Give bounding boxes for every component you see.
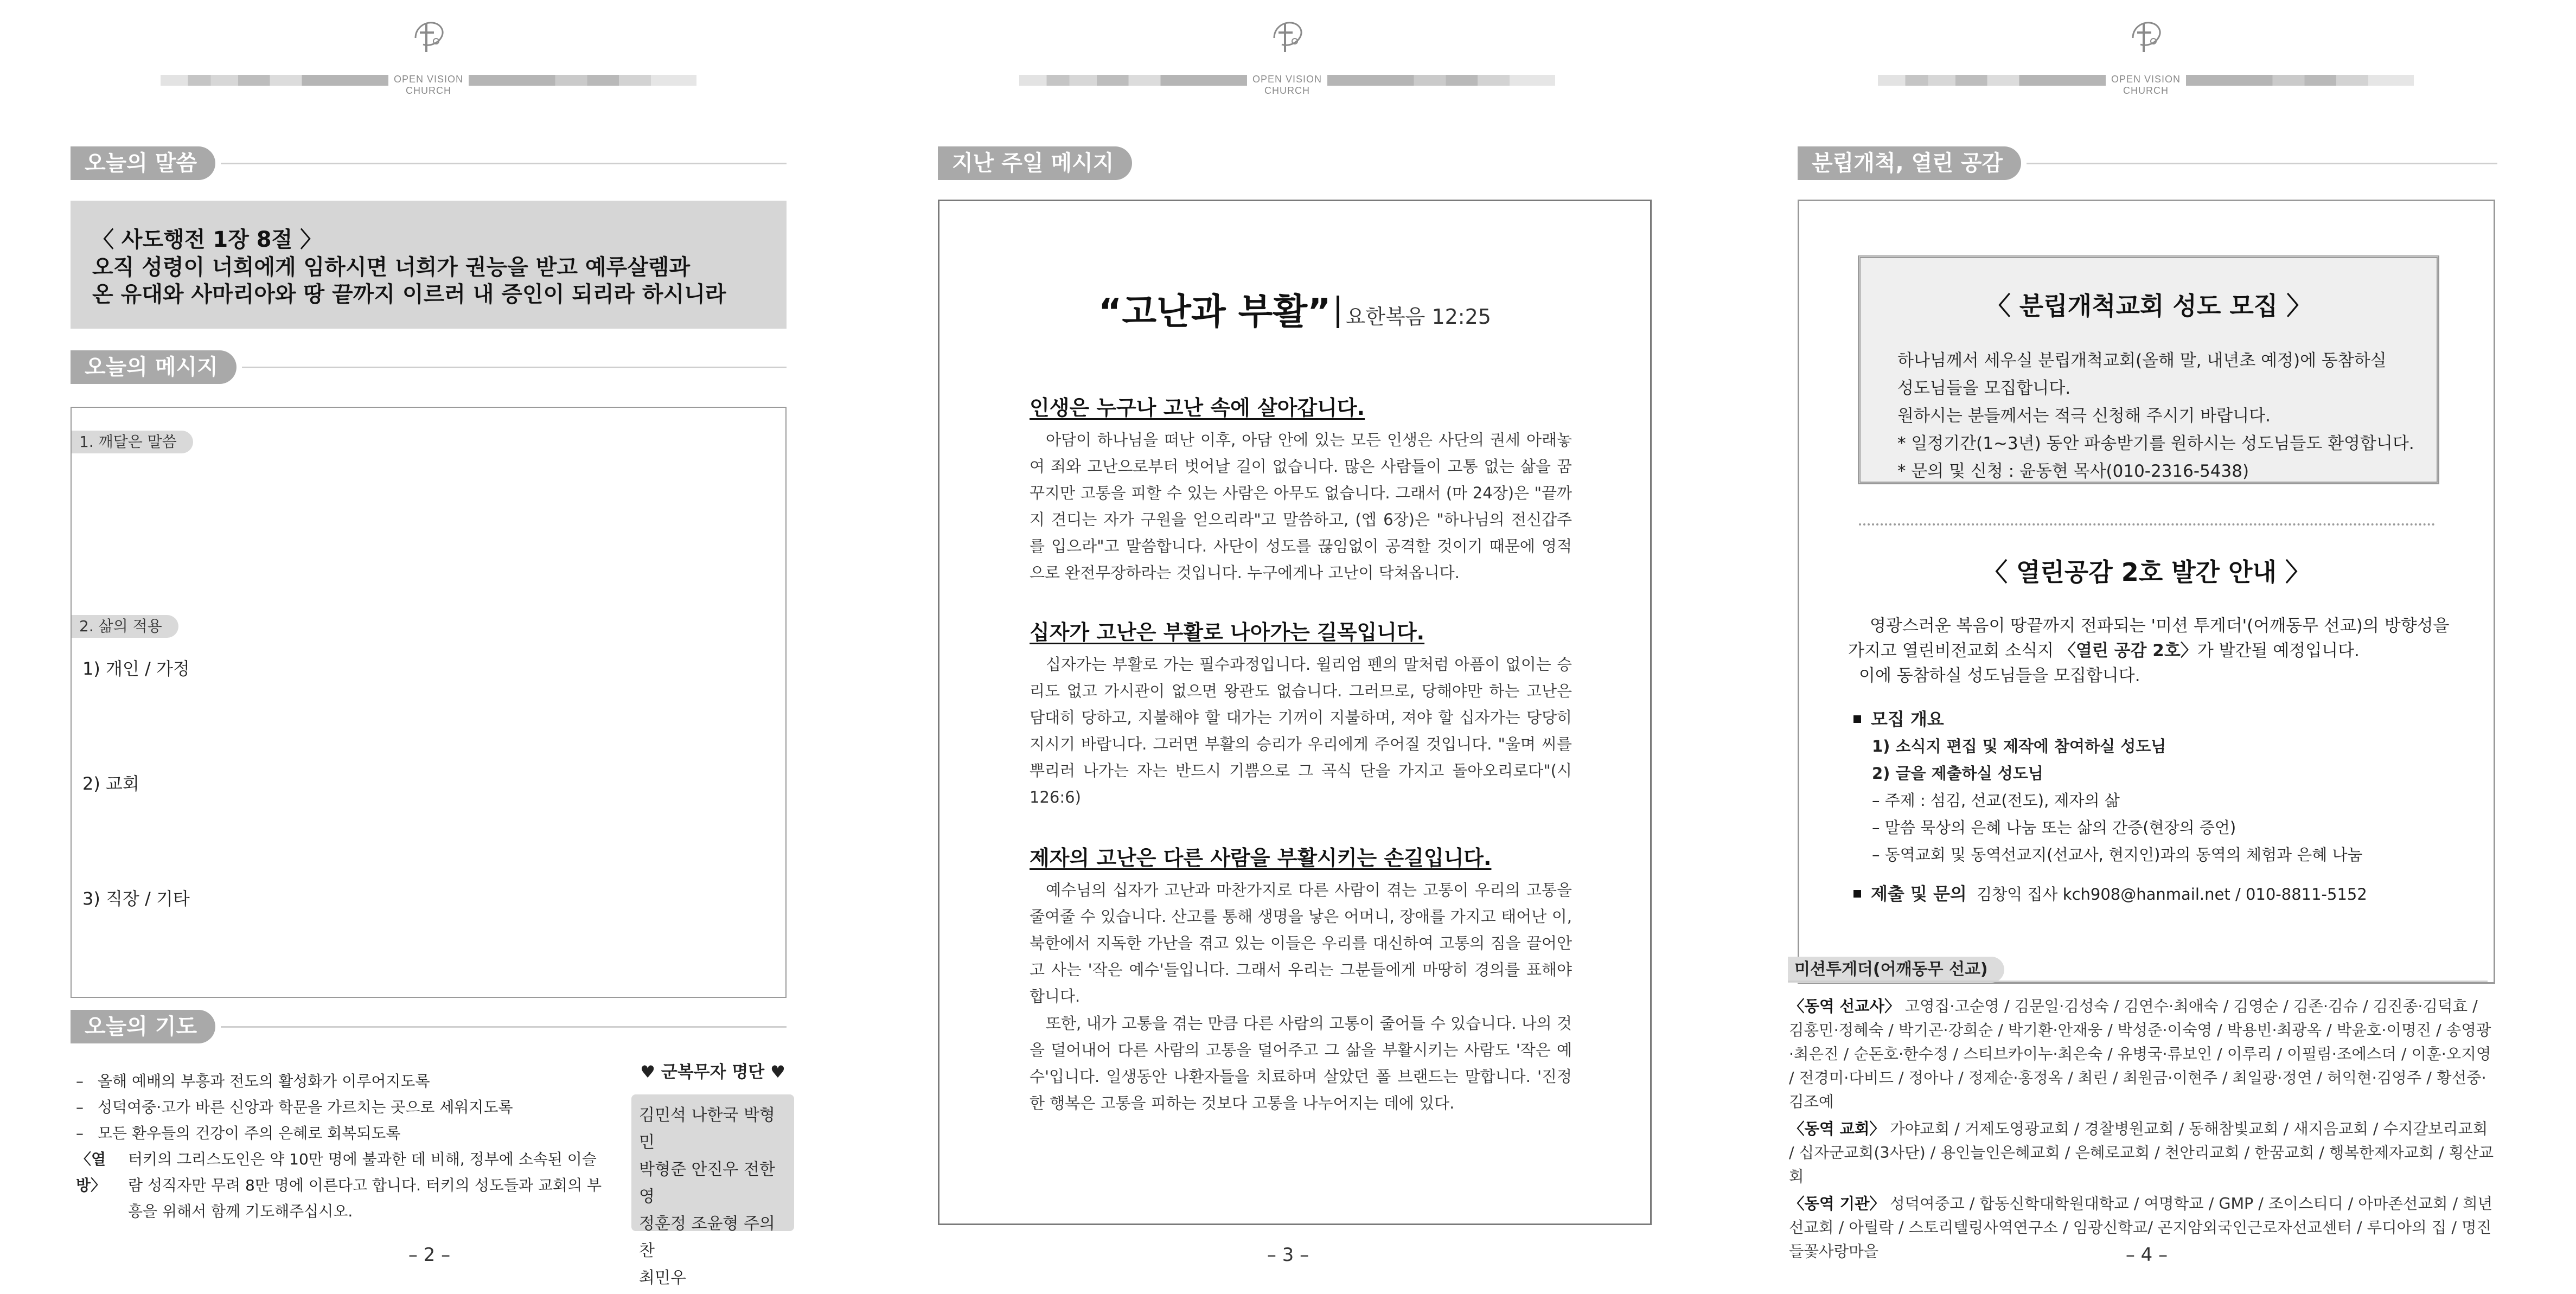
mission-rule <box>1788 981 2488 982</box>
prayer-section-heading <box>71 1010 787 1043</box>
newsletter-line <box>1848 638 2450 663</box>
sermon-point-heading: 제자의 고난은 다른 사람을 부활시키는 손길입니다. <box>1030 846 1492 870</box>
page-number: – 3 – <box>1267 1244 1309 1266</box>
newsletter-line: 이에 동참하실 성도님들을 모집합니다. <box>1859 666 2140 686</box>
outline-subitem: – 동역교회 및 동역선교지(선교사, 현지인)과의 동역의 체험과 은혜 나눔 <box>1872 845 2363 864</box>
last-sermon-heading <box>938 146 1648 180</box>
header-bar-left <box>1878 75 2106 86</box>
bullet: – <box>76 1072 84 1090</box>
contact-line <box>1853 880 2461 908</box>
verse-line: 오직 성령이 너희에게 임하시면 너희가 권능을 받고 예루살렘과 <box>92 255 691 280</box>
partner-list: 성덕여중고 / 합동신학대학원대학교 / 여명학교 / GMP / 조이스티디 / 아마존선교회 / 희년선교회 / 아릴락 / 스토리텔링사역연구소 / 임광신학교/ 곤지암외국인근로자선교센터 / 루디아의 집 / 명진들꽃사랑마을 <box>1789 1195 2493 1260</box>
verse-line: 온 유대와 사마리아와 땅 끝까지 이르러 내 증인이 되리라 하시니라 <box>92 282 726 307</box>
bullet: – <box>76 1098 84 1116</box>
sermon-reference: 요한복음 12:25 <box>1345 305 1491 329</box>
recruit-box <box>1858 255 2439 484</box>
open-empathy-heading <box>1798 146 2497 180</box>
military-names-box <box>631 1094 794 1287</box>
header-bar-left <box>161 75 388 86</box>
page-header <box>161 16 696 96</box>
recruit-body <box>1897 347 2418 485</box>
page-header <box>1878 16 2414 96</box>
dotted-divider <box>1859 523 2435 526</box>
partner-label: 〈동역 선교사〉 <box>1789 997 1900 1015</box>
recruit-title: 〈 분립개척교회 성도 모집 〉 <box>1985 291 2312 321</box>
partner-group <box>1789 995 2494 1114</box>
text-segment: 가지고 열린비전교회 소식지 <box>1848 641 2059 661</box>
nations-prayer: 터키의 그리스도인은 약 10만 명에 불과한 데 비해, 정부에 소속된 이슬람 성직자만 무려 8만 명에 이른다고 합니다. 터키의 성도들과 교회의 부흥을 위해서 함께 기도해주십시오. <box>128 1150 602 1220</box>
church-name: OPEN VISION CHURCH <box>1252 74 1322 96</box>
sermon-notes-box <box>71 407 787 998</box>
contact-label: 제출 및 문의 <box>1871 883 1967 904</box>
section-title: 지난 주일 메시지 <box>938 146 1132 180</box>
recruit-line: 하나님께서 세우실 분립개척교회(올해 말, 내년초 예정)에 동참하실 <box>1897 351 2387 370</box>
sermon-paragraph: 아담이 하나님을 떠난 이후, 아담 안에 있는 모든 인생은 사단의 권세 아래놓여 죄와 고난으로부터 벗어날 길이 없습니다. 많은 사람들이 고통 없는 삶을 꿈꾸지만 고통을 피할 수 있는 사람은 아무도 없습니다. 그래서 (마 24장)은 "끝까지 견디는 자가 구원을 얻으리라"고 말씀하고, (엡 6장)은 "하나님의 전신갑주를 입으라"고 말씀합니다. 사단이 성도를 끊임없이 공격할 것이기 때문에 영적으로 완전무장하라는 것입니다. 누구에게나 고난이 닥쳐옵니다. <box>1030 431 1572 582</box>
contact-text: 김창익 집사 kch908@hanmail.net / 010-8811-5152 <box>1977 885 2367 904</box>
page-3 <box>859 0 1717 1294</box>
heading-rule <box>242 367 787 368</box>
sermon-paragraph: 예수님의 십자가 고난과 마찬가지로 다른 사람이 겪는 고통이 우리의 고통을 줄여줄 수 있습니다. 산고를 통해 생명을 낳은 어머니, 장애를 가지고 태어난 이, 북한에서 지독한 가난을 겪고 있는 이들은 우리를 대신하여 고통의 짐을 끌어안고 사는 '작은 예수'들입니다. 그래서 우리는 그분들에게 마땅히 경의를 표해야 합니다. <box>1030 881 1572 1005</box>
sermon-point-heading: 인생은 누구나 고난 속에 살아갑니다. <box>1030 396 1365 420</box>
names-line: 김민석 나한국 박형민 <box>639 1106 775 1152</box>
partner-list: 가야교회 / 거제도영광교회 / 경찰병원교회 / 동해참빛교회 / 새지음교회 / 수지갈보리교회 / 십자군교회(3사단) / 용인늘인은혜교회 / 은혜로교회 / 천안리교회 / 한꿈교회 / 행복한제자교회 / 횡산교회 <box>1789 1120 2494 1186</box>
church-logo-icon <box>408 16 449 57</box>
sermon-paragraph: 또한, 내가 고통을 겪는 만큼 다른 사람의 고통이 줄어들 수 있습니다. 나의 것을 덜어내어 다른 사람의 고통을 덜어주고 그 삶을 부활시키는 사람도 '작은 예수'입니다. 일생동안 나환자들을 치료하며 살았던 폴 브랜드는 말합니다. '진정한 행복은 고통을 피하는 것보다 고통을 나누어지는 데에 있다. <box>1030 1014 1572 1112</box>
recruit-line: 성도님들을 모집합니다. <box>1897 379 2071 398</box>
heading-rule <box>2027 163 2497 164</box>
verse-box <box>71 201 787 329</box>
sermon-point-heading: 십자가 고난은 부활로 나아가는 길목입니다. <box>1030 620 1425 644</box>
outline-heading-text: 모집 개요 <box>1871 709 1944 729</box>
bullet: – <box>76 1124 84 1142</box>
outline-subitem: – 주제 : 섬김, 선교(전도), 제자의 삶 <box>1872 791 2120 810</box>
verse-text <box>92 254 776 308</box>
names-line: 정훈정 조윤형 주의찬 <box>639 1214 775 1260</box>
text-segment: 가 발간될 예정입니다. <box>2197 641 2360 661</box>
partner-label: 〈동역 기관〉 <box>1789 1195 1885 1213</box>
church-logo-icon <box>2125 16 2166 57</box>
page-4 <box>1717 0 2576 1294</box>
newsletter-line: 영광스러운 복음이 땅끝까지 전파되는 '미션 투게더'(어깨동무 선교)의 방향성을 <box>1870 616 2450 636</box>
section-title: 분립개척, 열린 공감 <box>1798 146 2021 180</box>
section-title: 오늘의 기도 <box>71 1010 215 1043</box>
prayer-item: 올해 예배의 부흥과 전도의 활성화가 이루어지도록 <box>98 1072 430 1090</box>
heading-rule <box>1137 163 1648 164</box>
recruit-line: * 문의 및 신청 : 윤동현 목사(010-2316-5438) <box>1897 462 2249 481</box>
prayer-item: 성덕여중·고가 바른 신앙과 학문을 가르치는 곳으로 세워지도록 <box>98 1098 513 1116</box>
header-bar-right <box>469 75 696 86</box>
partner-label: 〈동역 교회〉 <box>1789 1120 1885 1138</box>
names-line: 최민우 <box>639 1269 686 1287</box>
header-bar-right <box>2186 75 2414 86</box>
outline-item: 2) 글을 제출하실 성도님 <box>1872 764 2043 783</box>
header-bar-left <box>1019 75 1247 86</box>
announcement-frame <box>1798 200 2495 984</box>
outline-subitem: – 말씀 묵상의 은혜 나눔 또는 삶의 간증(현장의 증언) <box>1872 818 2236 837</box>
heading-rule <box>221 1026 787 1028</box>
square-bullet-icon <box>1853 715 1861 723</box>
notes-item: 2) 교회 <box>82 773 139 794</box>
recruit-outline <box>1853 706 2461 908</box>
sermon-paragraph: 십자가는 부활로 가는 필수과정입니다. 윌리엄 펜의 말처럼 아픔이 없이는 승리도 없고 가시관이 없으면 왕관도 없습니다. 그러므로, 당해야만 하는 고난은 담대히 당하고, 지불해야 할 대가는 기꺼이 지불하며, 져야 할 십자가는 당당히 지시기 바랍니다. 그러면 부활의 승리가 우리에게 주어질 것입니다. "울며 씨를 뿌리러 나가는 자는 반드시 기쁨으로 그 곡식 단을 가지고 돌아오리로다"(시 126:6) <box>1030 655 1572 806</box>
prayer-list <box>76 1068 608 1225</box>
page-2 <box>0 0 859 1294</box>
partner-list: 고영집·고순영 / 김문일·김성숙 / 김연수·최애숙 / 김영순 / 김존·김슈 / 김진종·김덕효 / 김홍민·정혜숙 / 박기곤·강희순 / 박기환·안재웅 / 박성준·이숙영 / 박용빈·최광옥 / 박윤호·이명진 / 송영광·최은진 / 순돈호·한수정 / 스티브카이누·최은숙 / 유병국·류보인 / 이루리 / 이필림·조에스더 / 이훈·오지영 / 전경미·다비드 / 정아나 / 정제순·홍정옥 / 최린 / 최원금·이현주 / 최일광·정연 / 허익현·김영주 / 황선중·김조예 <box>1789 997 2491 1111</box>
section-title: 오늘의 메시지 <box>71 350 236 384</box>
notes-tag: 2. 삶의 적용 <box>72 615 178 638</box>
header-bar-right <box>1327 75 1555 86</box>
military-list <box>631 1059 794 1287</box>
page-header <box>1019 16 1555 96</box>
nations-label: 〈열방〉 <box>76 1150 106 1194</box>
list-item <box>76 1120 608 1146</box>
church-name: OPEN VISION CHURCH <box>393 74 464 96</box>
page-number: – 4 – <box>2125 1244 2168 1266</box>
sermon-frame <box>938 200 1652 1225</box>
heading-rule <box>221 163 787 164</box>
military-title: ♥ 군복무자 명단 ♥ <box>640 1062 785 1082</box>
sermon-title-text: “고난과 부활” <box>1098 291 1331 332</box>
message-section-heading <box>71 350 787 384</box>
partner-group <box>1789 1117 2494 1189</box>
mission-partners <box>1789 995 2494 1267</box>
prayer-item: 모든 환우들의 건강이 주의 은혜로 회복되도록 <box>98 1124 401 1142</box>
church-name: OPEN VISION CHURCH <box>2111 74 2181 96</box>
list-item <box>76 1146 608 1225</box>
sermon-title <box>939 283 1650 334</box>
recruit-line: * 일정기간(1~3년) 동안 파송받기를 원하시는 성도님들도 환영합니다. <box>1897 434 2414 453</box>
outline-item: 1) 소식지 편집 및 제작에 참여하실 성도님 <box>1872 737 2166 755</box>
newsletter-body <box>1848 613 2450 688</box>
verse-reference: 〈 사도행전 1장 8절 〉 <box>92 227 322 252</box>
word-section-heading <box>71 146 787 180</box>
church-logo-icon <box>1267 16 1308 57</box>
title-divider <box>1337 296 1339 328</box>
newsletter-name: 〈열린 공감 2호〉 <box>2059 641 2197 661</box>
outline-heading <box>1853 706 2461 733</box>
notes-item: 1) 개인 / 가정 <box>82 658 190 679</box>
list-item <box>76 1094 608 1120</box>
notes-item: 3) 직장 / 기타 <box>82 888 190 909</box>
newsletter-title: 〈 열린공감 2호 발간 안내 〉 <box>1982 558 2310 587</box>
list-item <box>76 1068 608 1094</box>
page-number: – 2 – <box>408 1244 451 1266</box>
recruit-line: 원하시는 분들께서는 적극 신청해 주시기 바랍니다. <box>1897 406 2271 426</box>
section-title: 오늘의 말씀 <box>71 146 215 180</box>
notes-tag: 1. 깨달은 말씀 <box>72 431 193 453</box>
names-line: 박형준 안진우 전한영 <box>639 1160 775 1206</box>
mission-together-tag: 미션투게더(어깨동무 선교) <box>1788 957 2004 983</box>
square-bullet-icon <box>1853 890 1861 898</box>
